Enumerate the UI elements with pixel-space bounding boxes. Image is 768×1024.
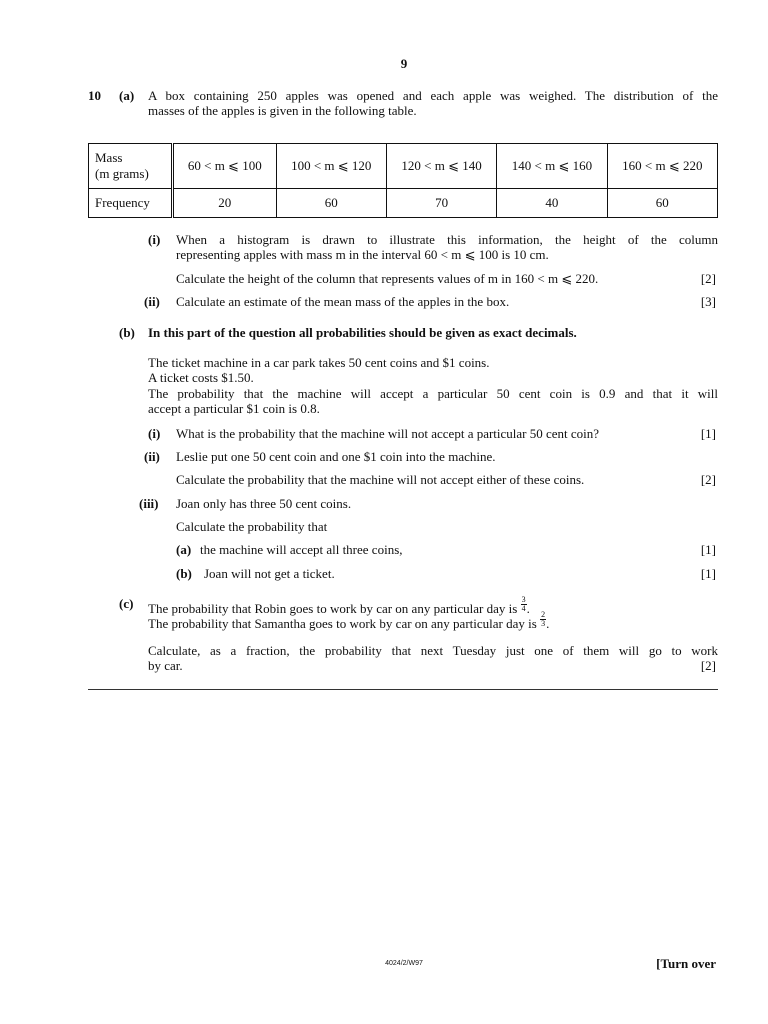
marks-b-i: [1] [700, 426, 716, 441]
part-c-line2-period: . [546, 616, 550, 631]
frequency-cell: 60 [276, 189, 386, 218]
marks-c: [2] [700, 658, 716, 673]
part-b-iii-text1: Joan only has three 50 cent coins. [176, 496, 352, 511]
mass-header-line2: (m grams) [95, 166, 149, 181]
fraction-numerator: 3 [521, 595, 526, 604]
part-b-ii-text2: Calculate the probability that the machine will not accept either of these coins. [176, 472, 585, 487]
part-a-ii-line1: Calculate an estimate of the mean mass of the apples in the box. [176, 294, 510, 309]
interval-cell: 100 < m ⩽ 120 [276, 144, 386, 189]
part-c-line2-text: The probability that Samantha goes to work by car on any particular day is [148, 616, 537, 631]
fraction-denominator: 4 [521, 604, 526, 613]
marks-a-ii: [3] [700, 294, 716, 309]
page-number: 9 [400, 56, 408, 71]
frequency-cell: 70 [386, 189, 496, 218]
part-a-intro-line2: masses of the apples is given in the following table. [148, 103, 417, 118]
part-b-intro-line4: accept a particular $1 coin is 0.8. [148, 401, 320, 416]
part-c-line1-period: . [526, 601, 530, 616]
part-b-i-text: What is the probability that the machine will not accept a particular 50 cent coin? [176, 426, 600, 441]
part-b-i-label: (i) [148, 426, 161, 441]
interval-cell: 160 < m ⩽ 220 [607, 144, 717, 189]
part-a-intro-line1: A box containing 250 apples was opened and each apple was weighed. The distribution of the [148, 88, 718, 103]
part-b-label: (b) [119, 325, 135, 340]
table-row [89, 189, 718, 218]
part-a-i-line3: Calculate the height of the column that represents values of m in 160 < m ⩽ 220. [176, 271, 599, 286]
part-c-line3: Calculate, as a fraction, the probability that next Tuesday just one of them will go to work [148, 643, 718, 658]
mass-header-line1: Mass [95, 150, 123, 166]
marks-a-i: [2] [700, 271, 716, 286]
part-a-i-line2: representing apples with mass m in the interval 60 < m ⩽ 100 is 10 cm. [176, 247, 549, 262]
question-number: 10 [88, 88, 101, 103]
part-b-ii-label: (ii) [144, 449, 160, 464]
fraction-denominator: 3 [541, 619, 546, 628]
mass-distribution-table [88, 143, 718, 218]
mass-header-cell [89, 144, 173, 189]
part-b-iii-b-text: Joan will not get a ticket. [204, 566, 335, 581]
part-a-i-line1: When a histogram is drawn to illustrate this information, the height of the column [176, 232, 718, 247]
paper-code: 4024/2/W97 [385, 960, 423, 967]
marks-b-iii-b: [1] [700, 566, 716, 581]
part-b-iii-b-label: (b) [176, 566, 192, 581]
frequency-header-cell: Frequency [89, 189, 173, 218]
part-a-label: (a) [119, 88, 135, 103]
table-row [89, 144, 718, 189]
part-b-intro-line2: A ticket costs $1.50. [148, 370, 254, 385]
part-b-iii-a-label: (a) [176, 542, 192, 557]
interval-cell: 60 < m ⩽ 100 [173, 144, 277, 189]
frequency-cell: 40 [497, 189, 607, 218]
frequency-cell: 20 [173, 189, 277, 218]
part-b-ii-text1: Leslie put one 50 cent coin and one $1 coin into the machine. [176, 449, 496, 464]
part-c-line1-text: The probability that Robin goes to work by car on any particular day is [148, 601, 518, 616]
part-c-label: (c) [119, 596, 134, 611]
part-c-line4: by car. [148, 658, 183, 673]
interval-cell: 140 < m ⩽ 160 [497, 144, 607, 189]
fraction-numerator: 2 [541, 610, 546, 619]
turn-over-label: [Turn over [656, 956, 716, 971]
part-b-heading: In this part of the question all probabilities should be given as exact decimals. [148, 325, 577, 340]
interval-cell: 120 < m ⩽ 140 [386, 144, 496, 189]
part-b-iii-a-text: the machine will accept all three coins, [200, 542, 403, 557]
part-b-iii-text2: Calculate the probability that [176, 519, 328, 534]
marks-b-ii: [2] [700, 472, 716, 487]
frequency-cell: 60 [607, 189, 717, 218]
part-a-ii-label: (ii) [144, 294, 160, 309]
marks-b-iii-a: [1] [700, 542, 716, 557]
part-b-iii-label: (iii) [139, 496, 159, 511]
part-b-intro-line3: The probability that the machine will accept a particular 50 cent coin is 0.9 and that it will [148, 386, 718, 401]
part-c-line2 [148, 611, 549, 632]
part-b-intro-line1: The ticket machine in a car park takes 50 cent coins and $1 coins. [148, 355, 490, 370]
part-a-i-label: (i) [148, 232, 161, 247]
section-divider [88, 689, 718, 690]
